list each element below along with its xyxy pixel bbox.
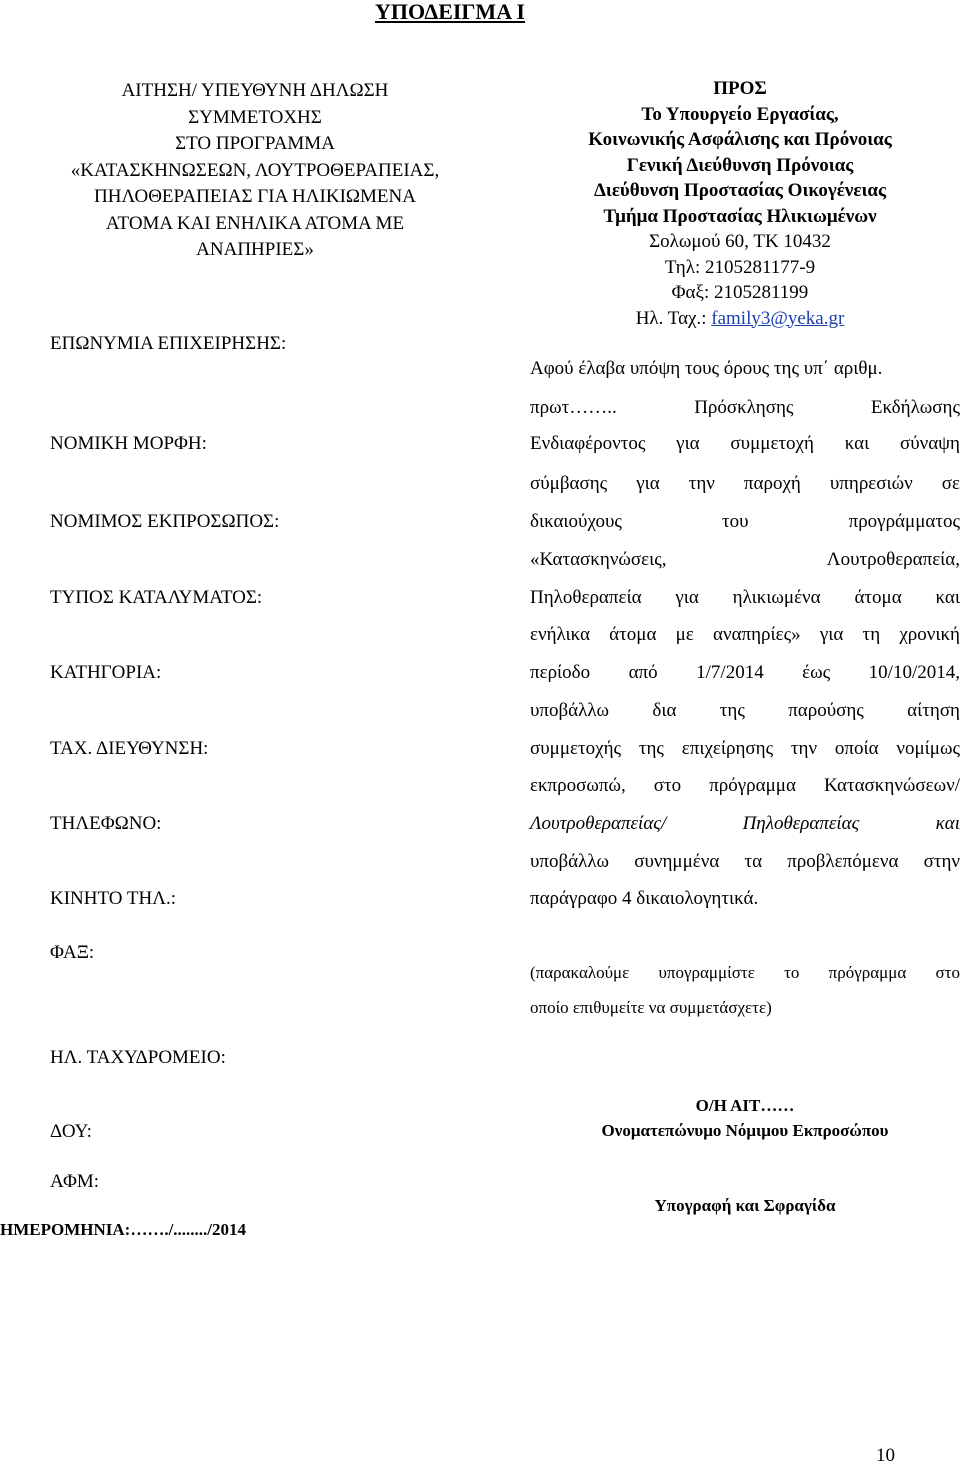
heading-line: «ΚΑΤΑΣΚΗΝΩΣΕΩΝ, ΛΟΥΤΡΟΘΕΡΑΠΕΙΑΣ, — [70, 159, 440, 181]
declaration-line: συμμετοχής της επιχείρησης την οποία νομίμως — [530, 738, 960, 759]
declaration-line: ενήλικα άτομα με αναπηρίες» για τη χρονική — [530, 624, 960, 645]
note-line: (παρακαλούμε υπογραμμίστε το πρόγραμμα στο — [530, 963, 960, 982]
field-mobile: ΚΙΝΗΤΟ ΤΗΛ.: — [50, 888, 177, 909]
recipient-phone: Τηλ: 2105281177-9 — [664, 256, 816, 278]
date-line: ΗΜΕΡΟΜΗΝΙΑ:……./......../2014 — [0, 1220, 247, 1239]
recipient-email-row — [500, 306, 960, 332]
declaration-line: «Κατασκηνώσεις, Λουτροθεραπεία, — [530, 549, 960, 570]
recipient-directorate: Διεύθυνση Προστασίας Οικογένειας — [594, 180, 886, 201]
signature-stamp-label: Υπογραφή και Σφραγίδα — [654, 1196, 836, 1215]
heading-line: ΑΤΟΜΑ ΚΑΙ ΕΝΗΛΙΚΑ ΑΤΟΜΑ ΜΕ — [105, 212, 405, 234]
field-email: ΗΛ. ΤΑΧΥΔΡΟΜΕΙΟ: — [50, 1047, 226, 1068]
declaration-line: υποβάλλω δια της παρούσης αίτηση — [530, 700, 960, 721]
heading-line: ΣΤΟ ΠΡΟΓΡΑΜΜΑ — [175, 133, 335, 154]
recipient-ministry: Το Υπουργείο Εργασίας, — [641, 103, 839, 125]
recipient-block — [500, 76, 960, 331]
recipient-email-link[interactable]: family3@yeka.gr — [711, 307, 845, 329]
field-phone: ΤΗΛΕΦΩΝΟ: — [50, 813, 162, 834]
declaration-line: περίοδο από 1/7/2014 έως 10/10/2014, — [530, 662, 960, 683]
declaration-line: παράγραφο 4 δικαιολογητικά. — [530, 888, 759, 909]
field-tax-office: ΔΟΥ: — [50, 1121, 92, 1142]
declaration-line: υποβάλλω συνημμένα τα προβλεπόμενα στην — [530, 851, 960, 872]
recipient-to: ΠΡΟΣ — [713, 78, 767, 99]
field-legal-representative: ΝΟΜΙΜΟΣ ΕΚΠΡΟΣΩΠΟΣ: — [50, 511, 280, 532]
representative-name-label: Ονοματεπώνυμο Νόμιμου Εκπροσώπου — [601, 1121, 889, 1140]
field-category: ΚΑΤΗΓΟΡΙΑ: — [50, 662, 162, 683]
recipient-department: Τμήμα Προστασίας Ηλικιωμένων — [603, 205, 877, 227]
declaration-line: πρωτ…….. Πρόσκλησης Εκδήλωσης — [530, 397, 960, 418]
declaration-line: εκπροσωπώ, στο πρόγραμμα Κατασκηνώσεων/ — [530, 775, 960, 796]
field-legal-form: ΝΟΜΙΚΗ ΜΟΡΦΗ: — [50, 433, 207, 454]
field-postal-address: ΤΑΧ. ΔΙΕΥΘΥΝΣΗ: — [50, 738, 209, 759]
application-heading — [30, 78, 480, 264]
declaration-line: Λουτροθεραπείας/ Πηλοθεραπείας και — [530, 813, 960, 834]
field-accommodation-type: ΤΥΠΟΣ ΚΑΤΑΛΥΜΑΤΟΣ: — [50, 587, 263, 608]
recipient-address: Σολωμού 60, ΤΚ 10432 — [649, 231, 831, 252]
field-fax: ΦΑΞ: — [50, 942, 95, 963]
declaration-line: Αφού έλαβα υπόψη τους όρους της υπ΄ αριθμ. — [530, 358, 883, 379]
declaration-line: Ενδιαφέροντος για συμμετοχή και σύναψη — [530, 433, 960, 454]
declaration-line: σύμβασης για την παροχή υπηρεσιών σε — [530, 473, 960, 494]
field-tax-id: ΑΦΜ: — [50, 1171, 100, 1192]
page-number: 10 — [876, 1445, 895, 1466]
field-business-name: ΕΠΩΝΥΜΙΑ ΕΠΙΧΕΙΡΗΣΗΣ: — [50, 333, 287, 354]
document-title: ΥΠΟΔΕΙΓΜΑ Ι — [375, 0, 525, 24]
heading-line: ΑΝΑΠΗΡΙΕΣ» — [196, 239, 314, 260]
note-line: οποίο επιθυμείτε να συμμετάσχετε) — [530, 998, 772, 1017]
recipient-email-label: Ηλ. Ταχ.: — [635, 307, 712, 329]
recipient-fax: Φαξ: 2105281199 — [671, 282, 809, 303]
heading-line: ΠΗΛΟΘΕΡΑΠΕΙΑΣ ΓΙΑ ΗΛΙΚΙΩΜΕΝΑ — [94, 186, 416, 207]
declaration-line: δικαιούχους του προγράμματος — [530, 511, 960, 532]
declaration-line: Πηλοθεραπεία για ηλικιωμένα άτομα και — [530, 587, 960, 608]
heading-line: ΑΙΤΗΣΗ/ ΥΠΕΥΘΥΝΗ ΔΗΛΩΣΗ — [121, 80, 389, 101]
heading-line: ΣΥΜΜΕΤΟΧΗΣ — [188, 106, 322, 128]
recipient-ministry-2: Κοινωνικής Ασφάλισης και Πρόνοιας — [588, 129, 892, 150]
applicant-label: Ο/Η ΑΙΤ…… — [695, 1096, 795, 1115]
recipient-general-directorate: Γενική Διεύθυνση Πρόνοιας — [626, 154, 854, 176]
